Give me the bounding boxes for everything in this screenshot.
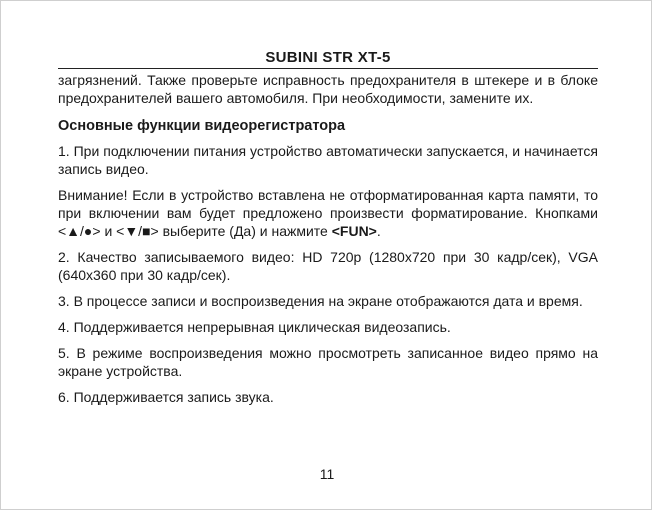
- page-number: 11: [319, 466, 335, 482]
- intro-paragraph: загрязнений. Также проверьте исправность предохранителя в штекере и в блоке предохранителей вашего автомобиля. При необходимости, замените их.: [58, 72, 598, 106]
- feature-item-3: 3. В процессе записи и воспроизведения на экране отображаются дата и время.: [58, 293, 583, 309]
- page-header-title: SUBINI STR XT-5: [265, 49, 391, 66]
- page-body: [58, 71, 598, 414]
- header-divider: [58, 68, 598, 69]
- feature-item-2: 2. Качество записываемого видео: HD 720p (1280х720 при 30 кадр/сек), VGA (640х360 при 30 кадр/сек).: [58, 249, 598, 283]
- format-note-paragraph: [58, 186, 598, 240]
- feature-item-6: 6. Поддерживается запись звука.: [58, 389, 274, 405]
- fun-button-label: <FUN>: [331, 223, 377, 239]
- format-note-text: Внимание! Если в устройство вставлена не отформатированная карта памяти, то при включении вам будет предложено произвести форматирование. Кнопками <▲/●> и <▼/■> выберите (Да) и нажмите: [58, 187, 598, 239]
- feature-item-5: 5. В режиме воспроизведения можно просмотреть записанное видео прямо на экране устройства.: [58, 345, 598, 379]
- feature-item-1: 1. При подключении питания устройство автоматически запускается, и начинается запись видео.: [58, 143, 598, 177]
- feature-item-4: 4. Поддерживается непрерывная циклическая видеозапись.: [58, 319, 451, 335]
- format-note-end: .: [376, 223, 381, 239]
- section-heading: Основные функции видеорегистратора: [58, 118, 346, 134]
